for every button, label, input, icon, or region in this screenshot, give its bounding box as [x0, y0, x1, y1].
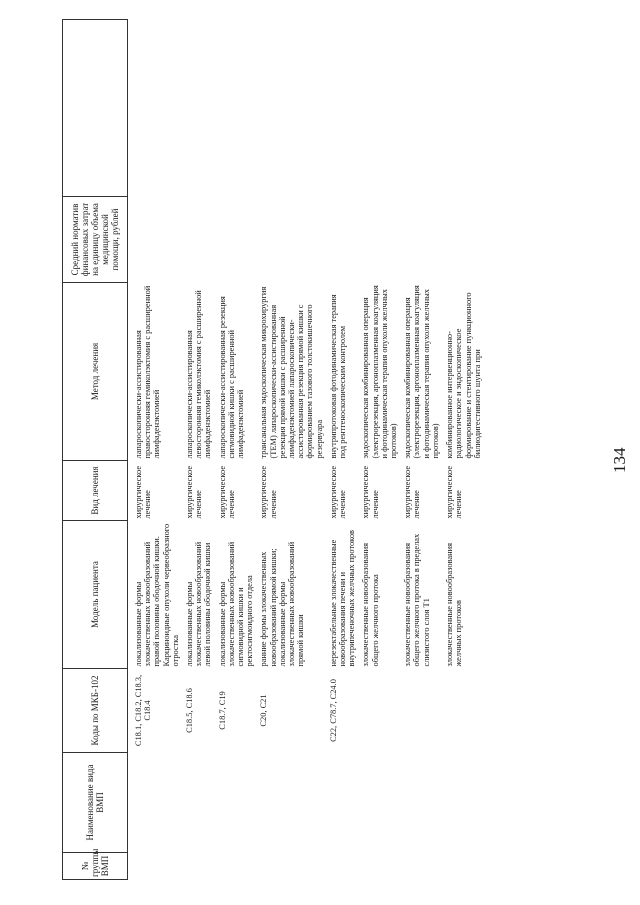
- row-model: локализованные формы злокачественных новообразований правой половины ободочной кишки. Карциноидные опухоли червеобразного отростка: [134, 523, 180, 667]
- table-row: [184, 20, 217, 880]
- row-type: хирургическое лечение: [361, 465, 380, 519]
- row-model: ранние формы злокачественных новообразований прямой кишки; локализованные формы злокачественных новообразований прямой кишки: [259, 541, 306, 667]
- row-model: нерезектабельные злокачественные новообразования печени и внутрипеченочных желчных протоков: [328, 530, 357, 667]
- row-type: хирургическое лечение: [134, 465, 153, 519]
- row-method: эндоскопическая комбинированная операция (электрорезекция, аргоноплазменная коагуляция и фотодинамическая терапия опухоли желчных протоков): [361, 285, 399, 459]
- table-row: [402, 20, 444, 880]
- row-type: хирургическое лечение: [185, 465, 204, 519]
- row-method: внутрипротоковая фотодинамическая терапия под рентгеноскопическим контролем: [328, 294, 348, 459]
- header-row: [63, 20, 128, 880]
- table-row: [360, 20, 402, 880]
- row-type: хирургическое лечение: [217, 465, 236, 519]
- header-name: Наименование вида ВМП: [63, 753, 128, 853]
- row-codes: [402, 669, 444, 753]
- row-codes: C18.5, C18.6: [185, 688, 195, 733]
- row-codes: C18.7, C19: [217, 691, 227, 730]
- row-type: хирургическое лечение: [403, 465, 422, 519]
- row-type: хирургическое лечение: [328, 465, 348, 519]
- header-method: Метод лечения: [63, 283, 128, 461]
- table-row: [328, 20, 361, 880]
- table-row: [258, 20, 327, 880]
- header-group: № группы ВМП: [63, 853, 128, 880]
- row-codes: [360, 669, 402, 753]
- row-model: злокачественные новообразования общего желчного протока: [361, 543, 380, 667]
- row-method: лапароскопически-ассистированная правосторонняя гемиколэктомия с расширенной лимфаденэктомией: [134, 285, 162, 459]
- row-method: трансанальная эндоскопическая микрохирургия (ТЕМ) лапароскопически-ассистированная резекция прямой кишки с расширенной лимфаденэктомией лапароскопически-ассистированная резекция прямой кишки с формированием тазового толстокишечного резервуара: [259, 286, 324, 459]
- row-model: злокачественные новообразования желчных протоков: [445, 543, 464, 667]
- row-codes: [444, 669, 486, 753]
- header-cost: Средний норматив финансовых затрат на единицу объема медицинской помощи, рублей: [63, 197, 128, 283]
- row-method: комбинированное интервенционно-радиологическое и эндоскопическое формирование и стентирование пункционного билиодигестивного шунта при: [445, 292, 482, 459]
- row-codes: C22, C78.7, C24.0: [328, 679, 338, 742]
- header-model: Модель пациента: [63, 521, 128, 669]
- row-method: лапароскопически-ассистированная резекция сигмовидной кишки с расширенной лимфаденэктомией: [217, 296, 246, 459]
- row-method: эндоскопическая комбинированная операция (электрорезекция, аргоноплазменная коагуляция и фотодинамическая терапия опухоли желчных протоков): [403, 285, 440, 459]
- row-codes: C20, C21: [259, 694, 269, 727]
- page-number: 134: [610, 447, 629, 473]
- table-row: [133, 20, 184, 880]
- row-model: злокачественные новообразования общего желчного протока в пределах слизистого слоя T1: [403, 533, 431, 667]
- table-row: [444, 20, 486, 880]
- row-model: локализованные формы злокачественных новообразований левой половины ободочной кишки: [185, 541, 213, 667]
- header-type: Вид лечения: [63, 461, 128, 521]
- row-model: локализованные формы злокачественных новообразований сигмовидной кишки и ректосигмоидного отдела: [217, 541, 255, 667]
- row-method: лапароскопически-ассистированная левосторонняя гемиколэктомия с расширенной лимфаденэктомией: [185, 290, 213, 459]
- vmp-table: [62, 19, 486, 880]
- row-type: хирургическое лечение: [259, 465, 278, 519]
- table-row: [217, 20, 259, 880]
- row-codes: C18.1, C18.2, C18.3, C18.4: [134, 674, 153, 747]
- header-empty: [63, 20, 128, 197]
- header-codes: Коды по МКБ-102: [63, 669, 128, 753]
- row-type: хирургическое лечение: [445, 465, 464, 519]
